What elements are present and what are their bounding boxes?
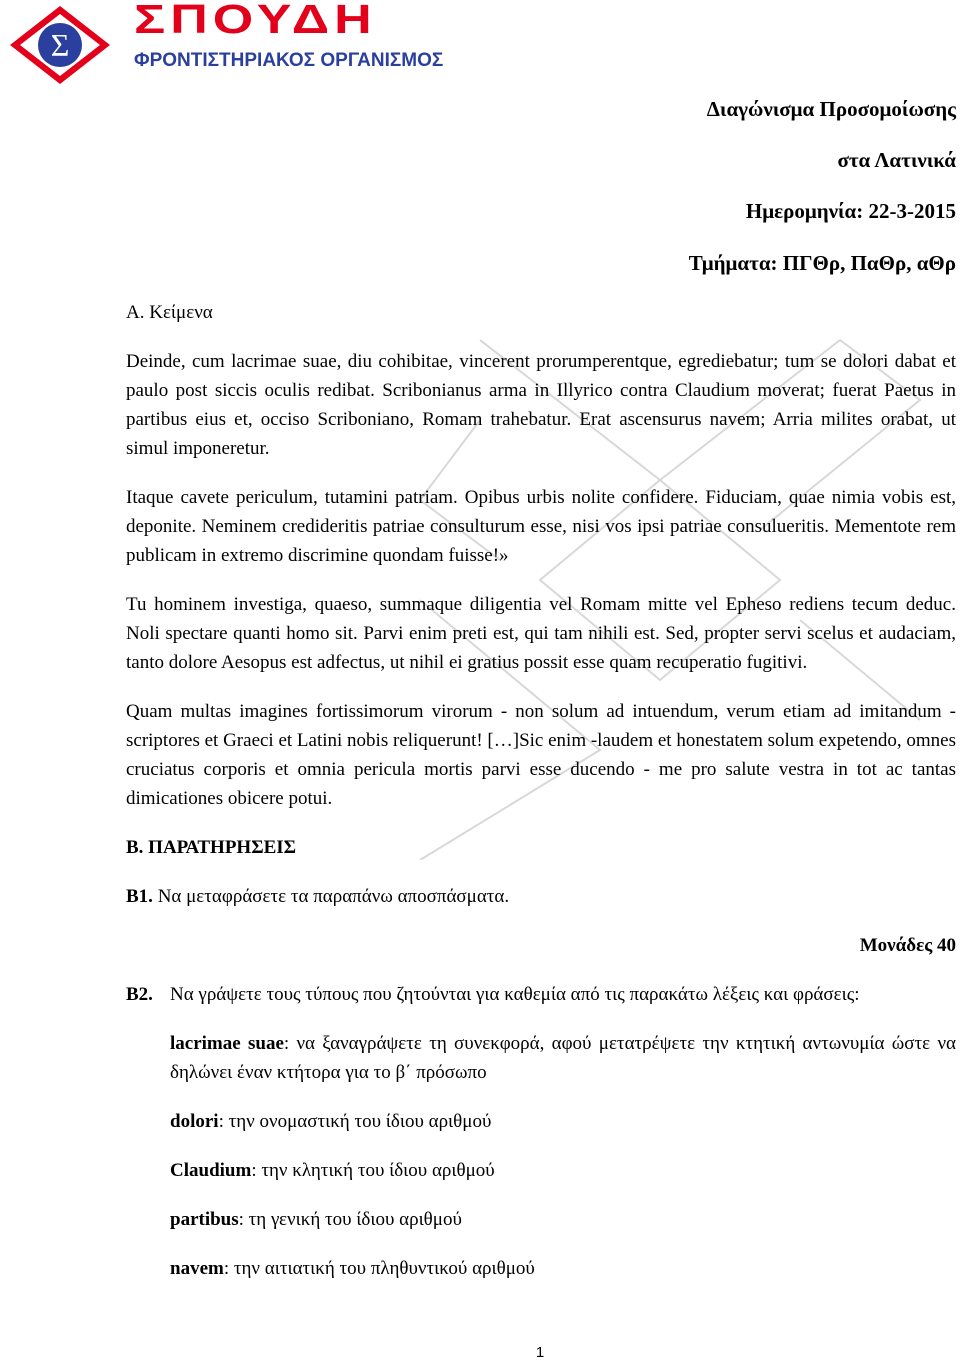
exam-subject: στα Λατινικά: [837, 148, 956, 172]
question-b2-label: Β2.: [126, 984, 153, 1005]
document-body: [126, 298, 956, 1283]
exam-title: Διαγώνισμα Προσομοίωσης: [706, 97, 956, 121]
brand-subtitle: ΦΡΟΝΤΙΣΤΗΡΙΑΚΟΣ ΟΡΓΑΝΙΣΜΟΣ: [134, 50, 444, 71]
item-term: lacrimae suae: [170, 1033, 284, 1054]
section-a-title: Α. Κείμενα: [126, 302, 213, 323]
exam-classes: Τμήματα: ΠΓΘρ, ΠαΘρ, αΘρ: [688, 251, 956, 275]
brand-name: ΣΠΟΥΔΗ: [134, 0, 377, 43]
exam-date: Ημερομηνία: 22-3-2015: [745, 199, 956, 223]
question-b1-label: Β1.: [126, 886, 153, 907]
latin-passage-4: Quam multas imagines fortissimorum virorum - non solum ad intuendum, verum etiam ad imitandum - scriptores et Graeci et Latini nobis reliquerunt! […]Sic enim -laudem et honestatem solum expetendo, omnes cruciatus corporis et omnia pericula mortis parvi esse ducendo - me pro salute vestra in tot ac tantas dimicationes obicere potui.: [126, 701, 956, 809]
list-item: [126, 1029, 956, 1087]
item-term: navem: [170, 1258, 224, 1279]
item-term: partibus: [170, 1209, 239, 1230]
latin-passage-3: Tu hominem investiga, quaeso, summaque diligentia vel Romam mitte vel Epheso rediens tecum deduc. Noli spectare quanti homo sit. Parvi enim preti est, qui tam nihili est. Sed, propter servi scelus et audaciam, tanto dolore Aesopus est adfectus, ut nihil ei gratius possit esse quam recuperatio fugitivi.: [126, 594, 956, 673]
item-desc: : να ξαναγράψετε τη συνεκφορά, αφού μετατρέψετε την κτητική αντωνυμία ώστε να δηλώνει έναν κτήτορα για το β΄ πρόσωπο: [170, 1033, 957, 1083]
item-desc: : την ονομαστική του ίδιου αριθμού: [218, 1111, 492, 1132]
item-desc: : την κλητική του ίδιου αριθμού: [251, 1160, 495, 1181]
list-item: [126, 1107, 956, 1136]
question-b2-text: Να γράψετε τους τύπους που ζητούνται για καθεμία από τις παρακάτω λέξεις και φράσεις:: [170, 984, 860, 1005]
brand-diamond-icon: [8, 4, 112, 86]
item-term: Claudium: [170, 1160, 252, 1181]
item-desc: : τη γενική του ίδιου αριθμού: [238, 1209, 462, 1230]
question-b1-text: Να μεταφράσετε τα παραπάνω αποσπάσματα.: [157, 886, 510, 907]
item-term: dolori: [170, 1111, 219, 1132]
list-item: [126, 1205, 956, 1234]
section-b-title: Β. ΠΑΡΑΤΗΡΗΣΕΙΣ: [126, 837, 297, 858]
question-b1-points: Μονάδες 40: [859, 935, 956, 956]
list-item: [126, 1254, 956, 1283]
item-desc: : την αιτιατική του πληθυντικού αριθμού: [223, 1258, 535, 1279]
brand-logo: [8, 0, 488, 86]
latin-passage-2: Itaque cavete periculum, tutamini patriam. Opibus urbis nolite confidere. Fiduciam, quae nimia vobis est, deponite. Neminem credideritis patriae consulturum esse, nisi vos ipsi patriae consulueritis. Mementote rem publicam in extremo discrimine quondam fuisse!»: [126, 487, 956, 566]
question-b1: [126, 882, 956, 911]
question-b2: [126, 980, 956, 1009]
brand-letter: Σ: [50, 27, 70, 63]
latin-passage-1: Deinde, cum lacrimae suae, diu cohibitae, vincerent prorumperentque, egrediebatur; tum se dolori dabat et paulo post siccis oculis redibat. Scribonianus arma in Illyrico contra Claudium moverat; fuerat Paetus in partibus eius et, occiso Scriboniano, Romam trahebatur. Erat ascensurus navem; Arria milites orabat, ut simul imponeretur.: [126, 351, 956, 459]
page-number: 1: [535, 1344, 545, 1361]
list-item: [126, 1156, 956, 1185]
